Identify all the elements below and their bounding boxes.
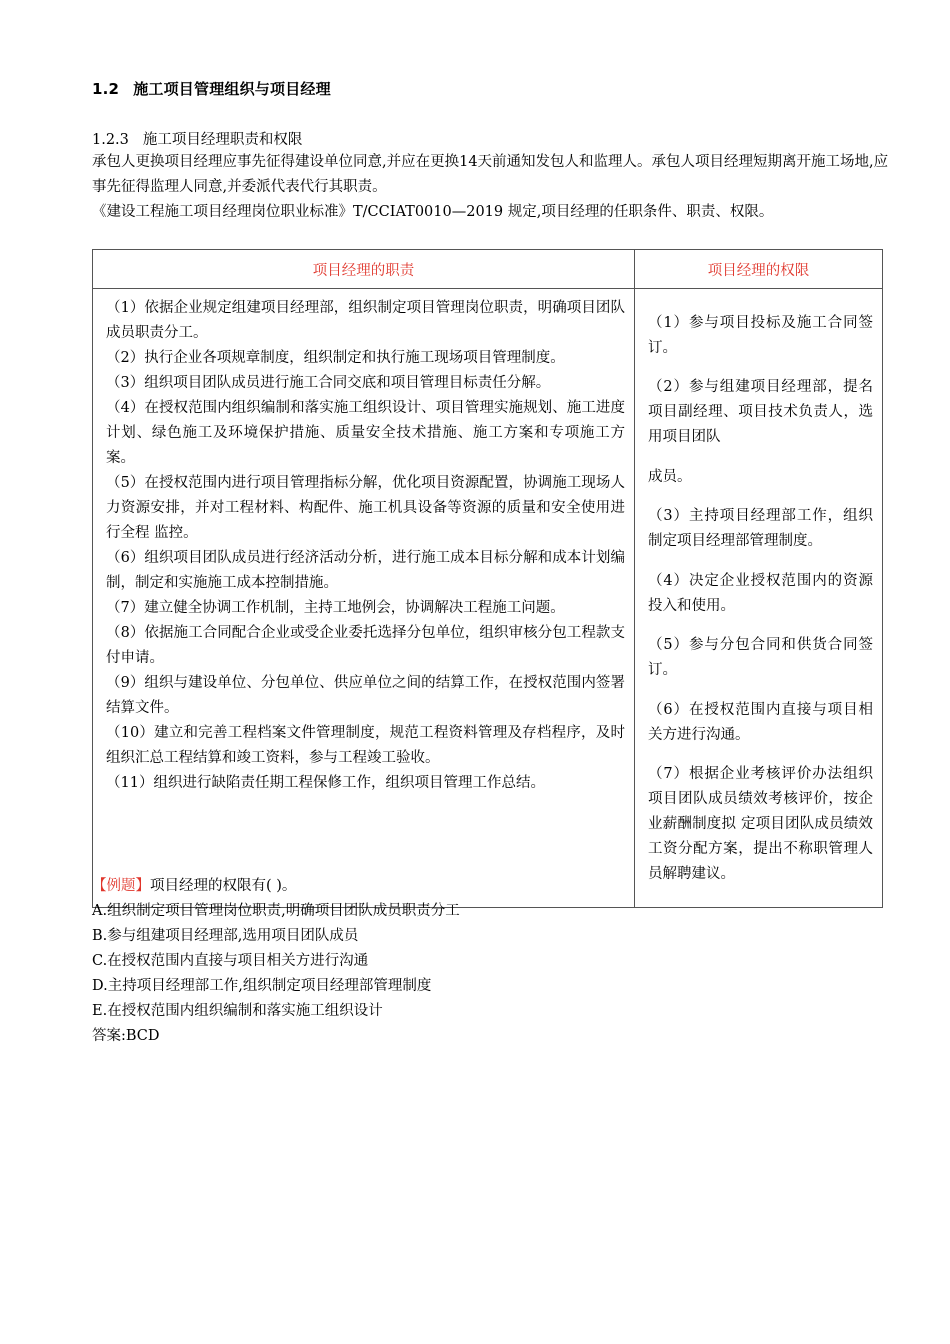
section-number: 1.2 xyxy=(92,80,120,98)
power-item: （2）参与组建项目经理部，提名项目副经理、项目技术负责人，选用项目团队 xyxy=(648,379,873,445)
duties-cell xyxy=(93,289,635,908)
subsection-heading xyxy=(92,128,302,149)
power-item: （7）根据企业考核评价办法组织项目团队成员绩效考核评价，按企业薪酬制度拟 定项目团队成员绩效工资分配方案，提出不称职管理人员解聘建议。 xyxy=(648,766,873,882)
power-item: （4）决定企业授权范围内的资源投入和使用。 xyxy=(648,572,873,614)
duties-powers-table xyxy=(92,249,883,908)
table-header-row xyxy=(93,250,883,289)
paragraph-standard-reference: 《建设工程施工项目经理岗位职业标准》T/CCIAT0010—2019 规定,项目经理的任职条件、职责、权限。 xyxy=(92,204,774,220)
power-item: （6）在授权范围内直接与项目相关方进行沟通。 xyxy=(648,701,873,743)
subsection-number: 1.2.3 xyxy=(92,132,129,148)
section-heading xyxy=(92,78,331,99)
option-b: B.参与组建项目经理部,选用项目团队成员 xyxy=(92,928,359,944)
option-d: D.主持项目经理部工作,组织制定项目经理部管理制度 xyxy=(92,978,432,994)
power-item: （1）参与项目投标及施工合同签订。 xyxy=(648,314,873,356)
example-question xyxy=(92,874,296,899)
power-item: （5）参与分包合同和供货合同签订。 xyxy=(648,637,873,678)
example-options xyxy=(92,899,460,1049)
answer: 答案:BCD xyxy=(92,1028,160,1044)
duty-item: （1）依据企业规定组建项目经理部，组织制定项目管理岗位职责，明确项目团队成员职责分工。 xyxy=(106,300,625,341)
example-tag: 【例题】 xyxy=(92,878,150,894)
header-duties: 项目经理的职责 xyxy=(93,250,635,289)
duty-item: （11）组织进行缺陷责任期工程保修工作，组织项目管理工作总结。 xyxy=(106,775,545,791)
duty-item: （5）在授权范围内进行项目管理指标分解，优化项目资源配置，协调施工现场人 力资源安排，并对工程材料、构配件、施工机具设备等资源的质量和安全使用进行全程 监控。 xyxy=(106,475,625,541)
duty-item: （7）建立健全协调工作机制，主持工地例会，协调解决工程施工问题。 xyxy=(106,600,565,616)
duty-item: （9）组织与建设单位、分包单位、供应单位之间的结算工作，在授权范围内签署结算文件。 xyxy=(106,675,625,716)
table-body-row xyxy=(93,289,883,908)
option-c: C.在授权范围内直接与项目相关方进行沟通 xyxy=(92,953,369,969)
header-powers: 项目经理的权限 xyxy=(635,250,883,289)
paragraph-replacement-rule: 承包人更换项目经理应事先征得建设单位同意,并应在更换14天前通知发包人和监理人。承包人项目经理短期离开施工场地,应事先征得监理人同意,并委派代表代行其职责。 xyxy=(92,154,889,195)
powers-cell xyxy=(635,289,883,908)
duty-item: （6）组织项目团队成员进行经济活动分析，进行施工成本目标分解和成本计划编制，制定和实施施工成本控制措施。 xyxy=(106,550,625,591)
example-question-text: 项目经理的权限有( )。 xyxy=(150,878,297,894)
duty-item: （3）组织项目团队成员进行施工合同交底和项目管理目标责任分解。 xyxy=(106,375,551,391)
section-title: 施工项目管理组织与项目经理 xyxy=(133,80,331,98)
subsection-title: 施工项目经理职责和权限 xyxy=(142,132,303,148)
duty-item: （8）依据施工合同配合企业或受企业委托选择分包单位，组织审核分包工程款支付申请。 xyxy=(106,625,625,666)
duty-item: （10）建立和完善工程档案文件管理制度，规范工程资料管理及存档程序，及时组织汇总工程结算和竣工资料，参与工程竣工验收。 xyxy=(106,725,625,766)
power-item: 成员。 xyxy=(648,468,692,485)
option-a: A.组织制定项目管理岗位职责,明确项目团队成员职责分工 xyxy=(92,903,460,919)
power-item: （3）主持项目经理部工作，组织制定项目经理部管理制度。 xyxy=(648,508,873,549)
option-e: E.在授权范围内组织编制和落实施工组织设计 xyxy=(92,1003,383,1019)
duty-item: （4）在授权范围内组织编制和落实施工组织设计、项目管理实施规划、施工进度计划、绿色施工及环境保护措施、质量安全技术措施、施工方案和专项施工方案。 xyxy=(106,400,625,466)
duty-item: （2）执行企业各项规章制度，组织制定和执行施工现场项目管理制度。 xyxy=(106,350,565,366)
